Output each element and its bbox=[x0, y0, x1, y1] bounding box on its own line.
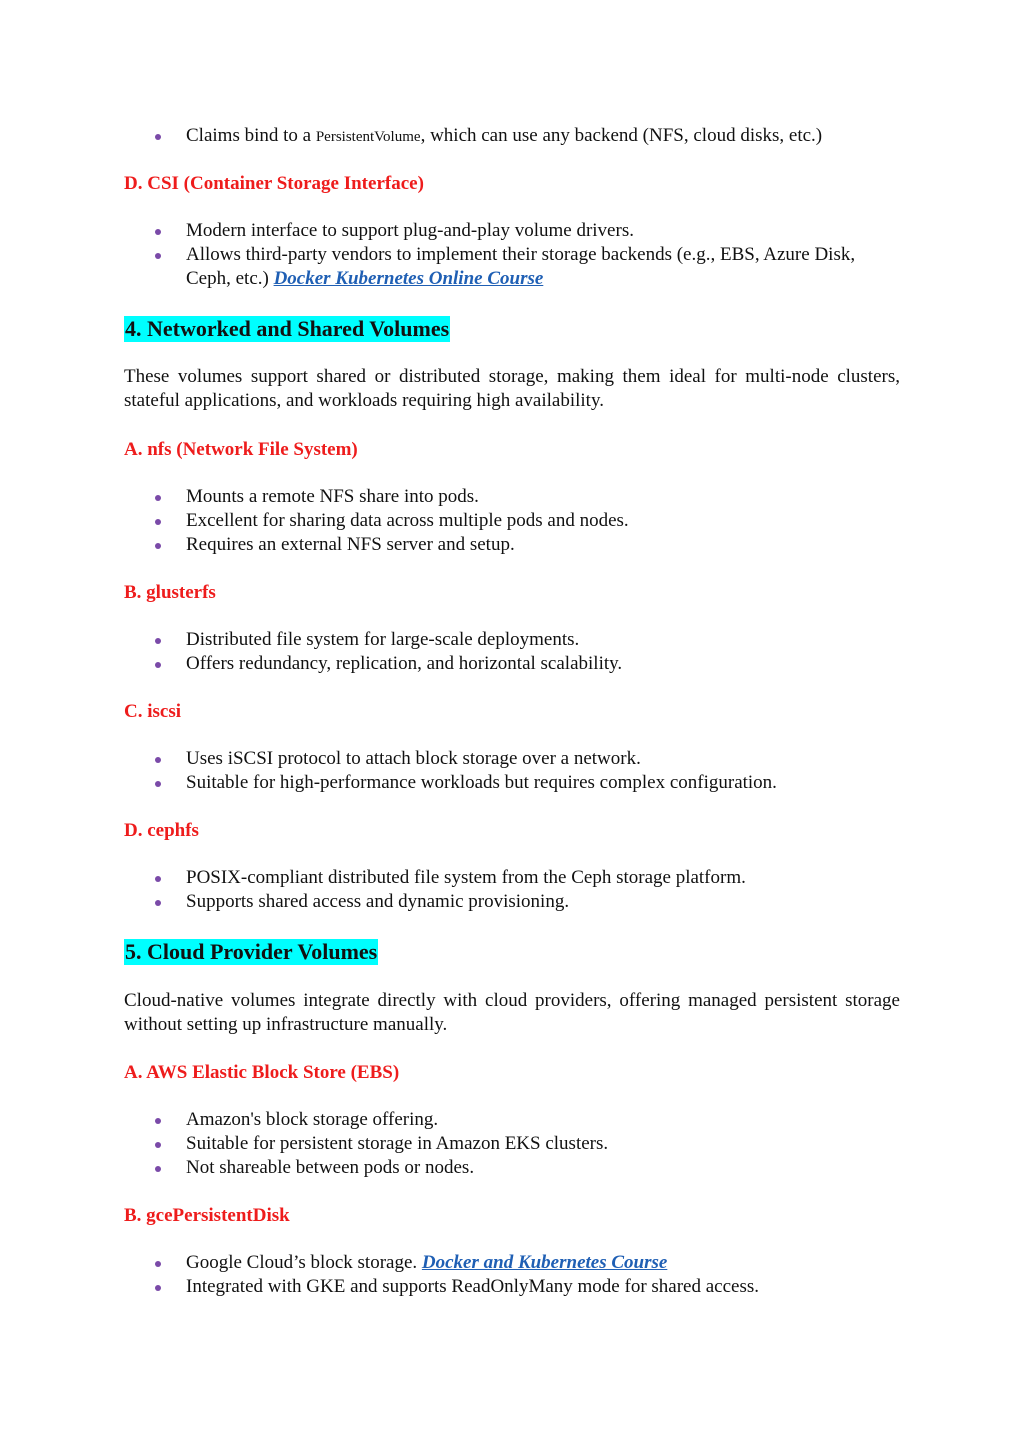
list-item-text: Excellent for sharing data across multiple pods and nodes. bbox=[186, 510, 629, 531]
gce-bullet-2: Integrated with GKE and supports ReadOnlyMany mode for shared access. bbox=[186, 1276, 760, 1297]
persistent-volume-term: PersistentVolume bbox=[315, 129, 421, 145]
list-item-text: Amazon's block storage offering. bbox=[186, 1109, 439, 1130]
bullet-icon bbox=[155, 1285, 161, 1291]
bullet-icon bbox=[155, 1118, 161, 1124]
gce-heading: B. gcePersistentDisk bbox=[124, 1205, 290, 1226]
glusterfs-heading: B. glusterfs bbox=[124, 582, 216, 603]
nfs-list bbox=[124, 485, 900, 557]
list-item bbox=[124, 1108, 900, 1132]
list-item bbox=[124, 1156, 900, 1180]
list-item bbox=[124, 771, 900, 795]
list-item-text: Supports shared access and dynamic provisioning. bbox=[186, 891, 570, 912]
section-5-paragraph: Cloud-native volumes integrate directly with cloud providers, offering managed persistent storage without setting up infrastructure manually. bbox=[124, 990, 900, 1035]
glusterfs-list bbox=[124, 628, 900, 676]
bullet-icon bbox=[155, 781, 161, 787]
list-item-text: Uses iSCSI protocol to attach block storage over a network. bbox=[186, 748, 641, 769]
list-item-text: Not shareable between pods or nodes. bbox=[186, 1157, 475, 1178]
intro-text-after: , which can use any backend (NFS, cloud disks, etc.) bbox=[420, 125, 823, 146]
bullet-icon bbox=[155, 1166, 161, 1172]
csi-list bbox=[124, 219, 900, 291]
bullet-icon bbox=[155, 253, 161, 259]
bullet-icon bbox=[155, 1142, 161, 1148]
bullet-icon bbox=[155, 495, 161, 501]
csi-heading: D. CSI (Container Storage Interface) bbox=[124, 173, 424, 194]
iscsi-heading: C. iscsi bbox=[124, 701, 181, 722]
list-item bbox=[124, 509, 900, 533]
bullet-icon bbox=[155, 876, 161, 882]
ebs-heading: A. AWS Elastic Block Store (EBS) bbox=[124, 1062, 400, 1083]
list-item bbox=[124, 243, 900, 291]
list-item bbox=[124, 1132, 900, 1156]
bullet-icon bbox=[155, 519, 161, 525]
intro-text-before: Claims bind to a bbox=[186, 125, 316, 146]
bullet-icon bbox=[155, 543, 161, 549]
list-item bbox=[124, 628, 900, 652]
bullet-icon bbox=[155, 638, 161, 644]
list-item-text: Suitable for persistent storage in Amazon EKS clusters. bbox=[186, 1133, 609, 1154]
cephfs-list bbox=[124, 866, 900, 914]
list-item-text: Offers redundancy, replication, and horizontal scalability. bbox=[186, 653, 623, 674]
section-5-title: 5. Cloud Provider Volumes bbox=[125, 939, 378, 964]
nfs-heading: A. nfs (Network File System) bbox=[124, 439, 358, 460]
list-item bbox=[124, 747, 900, 771]
csi-bullet-1: Modern interface to support plug-and-play volume drivers. bbox=[186, 220, 634, 241]
ebs-list bbox=[124, 1108, 900, 1180]
list-item-text: POSIX-compliant distributed file system from the Ceph storage platform. bbox=[186, 867, 746, 888]
list-item bbox=[124, 1251, 900, 1275]
list-item bbox=[124, 533, 900, 557]
list-item bbox=[124, 219, 900, 243]
list-item-text: Requires an external NFS server and setup. bbox=[186, 534, 515, 555]
list-item bbox=[124, 485, 900, 509]
list-item-text: Distributed file system for large-scale deployments. bbox=[186, 629, 580, 650]
gce-bullet-1: Google Cloud’s block storage. bbox=[186, 1252, 422, 1273]
bullet-icon bbox=[155, 1261, 161, 1267]
csi-bullet-2: Allows third-party vendors to implement their storage backends (e.g., EBS, Azure Disk, Ceph, etc.) bbox=[186, 244, 856, 289]
iscsi-list bbox=[124, 747, 900, 795]
intro-list bbox=[124, 124, 900, 149]
list-item bbox=[124, 124, 900, 149]
gce-list bbox=[124, 1251, 900, 1299]
list-item bbox=[124, 866, 900, 890]
section-4-title: 4. Networked and Shared Volumes bbox=[125, 316, 450, 341]
list-item-text: Suitable for high-performance workloads but requires complex configuration. bbox=[186, 772, 777, 793]
list-item-text: Mounts a remote NFS share into pods. bbox=[186, 486, 479, 507]
bullet-icon bbox=[155, 134, 161, 140]
bullet-icon bbox=[155, 757, 161, 763]
section-4-paragraph: These volumes support shared or distributed storage, making them ideal for multi-node clusters, stateful applications, and workloads requiring high availability. bbox=[124, 366, 900, 411]
list-item bbox=[124, 890, 900, 914]
docker-kubernetes-online-course-link[interactable]: Docker Kubernetes Online Course bbox=[273, 268, 544, 289]
bullet-icon bbox=[155, 662, 161, 668]
cephfs-heading: D. cephfs bbox=[124, 820, 199, 841]
list-item bbox=[124, 652, 900, 676]
docker-and-kubernetes-course-link[interactable]: Docker and Kubernetes Course bbox=[421, 1252, 668, 1273]
bullet-icon bbox=[155, 900, 161, 906]
bullet-icon bbox=[155, 229, 161, 235]
list-item bbox=[124, 1275, 900, 1299]
